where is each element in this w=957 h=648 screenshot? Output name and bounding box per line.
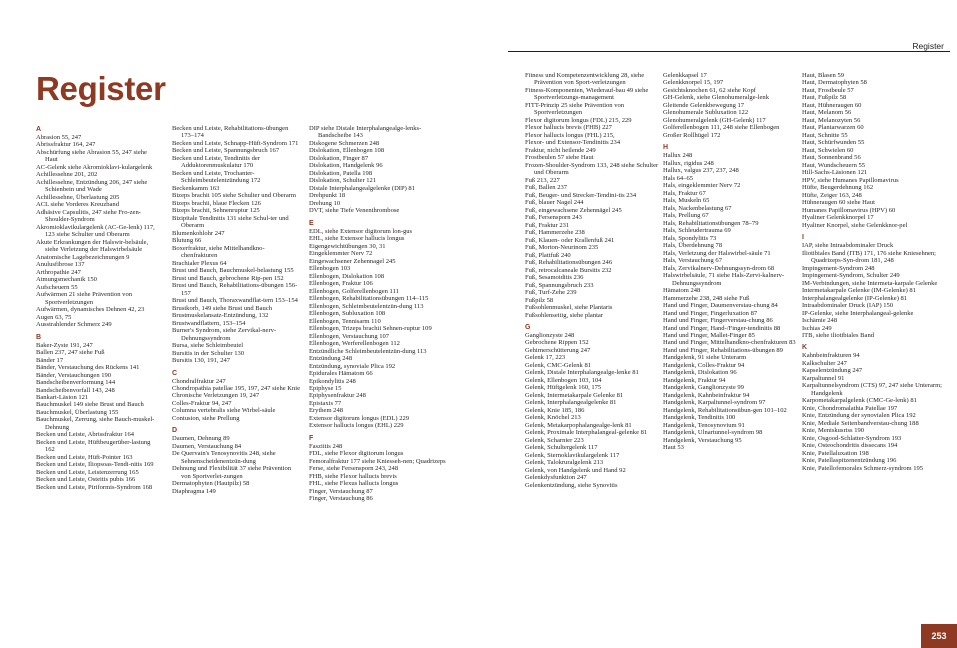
index-entry: Columna vertebralis siehe Wirbel-säule	[172, 407, 276, 415]
index-entry: Flexor- und Extensor-Tendinitis 234	[525, 139, 621, 147]
index-entry: Hals, Verstauchung 67	[663, 257, 722, 265]
index-entry: Colles-Fraktur 94, 247	[172, 399, 232, 407]
index-entry: Drehung 10	[309, 199, 341, 207]
running-head-label: Register	[912, 41, 944, 51]
index-entry: Chondropathia patellae 195, 197, 247 siehe Knie	[172, 384, 300, 392]
index-entry: Halswirbelsäule, 71 siehe Hals-Zervi-kalnerv-Dehnungssyndrom	[663, 272, 785, 287]
index-entry: Karpaltunnelsyndrom (CTS) 97, 247 siehe Unterarm; Handgelenk	[802, 382, 943, 397]
index-entry: IAP, siehe Intraabdominaler Druck	[802, 242, 894, 250]
index-entry: Hals, Fraktur 67	[663, 189, 706, 197]
index-entry: Intermetakarpale Gelenke (IM-Gelenke) 81	[802, 287, 916, 295]
index-entry: Adhäsive Capsulitis, 247 siehe Fro-zen-Shoulder-Syndrom	[36, 208, 141, 224]
index-entry: Knie, Mediale Seitenbandverstau-chung 188	[802, 419, 919, 427]
index-entry: Haut, Hühneraugen 60	[802, 101, 862, 109]
index-entry: Hand und Finger, Hand-/Finger-tendinitis 88	[663, 324, 781, 332]
index-entry: Hand und Finger, Rehabilitations-übungen 89	[663, 346, 783, 354]
index-entry: Becken und Leiste, Spannungsbruch 167	[172, 147, 280, 155]
index-entry: Brust und Bauch, Thoraxwandflat-tern 153–154	[172, 297, 298, 305]
index-column-1	[36, 125, 158, 491]
index-entry: Fuß, Beuger- und Strecker-Tendini-tis 234	[525, 191, 637, 199]
index-entry: Ellenbogen, Tennisarm 110	[309, 317, 381, 325]
index-entry: GH-Gelenk, siehe Glenohumeralge-lenk	[663, 94, 769, 102]
index-entry: Haut, Schnitte 55	[802, 131, 848, 139]
index-entry: Ellenbogen, Schleimbeutelentzün-dung 113	[309, 302, 424, 310]
index-column-5	[663, 72, 801, 452]
index-entry: IP-Gelenke, siehe Interphalangeal-gelenke	[802, 309, 914, 317]
index-entry: Fußsohlenmuskel, siehe Plantaris	[525, 304, 613, 312]
index-letter-heading: H	[663, 144, 669, 152]
index-entry: Hand und Finger, Fingerverstau-chung 86	[663, 317, 773, 325]
index-entry: Extensor digitorum longus (EDL) 229	[309, 414, 410, 422]
index-entry: Becken und Leiste, Leistenzerrung 165	[36, 468, 139, 476]
index-entry: Entzündung 248	[309, 355, 353, 363]
index-entry: Handgelenk, Tenosynovium 91	[663, 421, 745, 429]
index-entry: Knie, Patellofemorales Schmerz-syndrom 195	[802, 464, 924, 472]
index-entry: Drehpunkt 18	[309, 192, 346, 200]
index-entry: Bauchmuskel, Überlastung 155	[36, 408, 119, 416]
index-entry: Finger, Verstauchung 87	[309, 487, 373, 495]
index-entry: Ellenbogen, Fraktur 106	[309, 280, 373, 288]
index-entry: Hüfte, Zeiger 163, 248	[802, 191, 862, 199]
index-entry: FITT-Prinzip 25 siehe Prävention von Sportverletzungen	[525, 101, 625, 117]
index-entry: Bauchmuskel 149 siehe Brust und Bauch	[36, 401, 144, 409]
index-entry: Hyaliner Knorpel, siehe Gelenkknor-pel	[802, 221, 908, 229]
index-letter-heading: B	[36, 333, 42, 341]
index-entry: Fuß, blauer Nagel 244	[525, 199, 584, 207]
index-entry: Handgelenk, Rehabilitationsübun-gen 101–102	[663, 406, 787, 414]
page-title: Register	[36, 70, 166, 107]
index-entry: Epiphyse 15	[309, 384, 342, 392]
index-entry: Ellenbogen, Rehabilitationsübungen 114–115	[309, 295, 429, 303]
index-entry: Hallux, valgus 237, 237, 248	[663, 167, 739, 175]
index-entry: Fuß, eingewachsene Zehennägel 245	[525, 206, 622, 214]
index-entry: EDL, siehe Extensor digitorum lon-gus	[309, 227, 413, 235]
index-entry: Knie, Chondromalathia Patellae 197	[802, 404, 898, 412]
index-entry: Frozen-Shoulder-Syndrom 133, 248 siehe Schulter und Oberarm	[525, 161, 659, 177]
index-entry: Epikondylitis 248	[309, 377, 356, 385]
index-entry: Beckenkamm 163	[172, 184, 220, 192]
index-entry: Haut, Melanozyten 56	[802, 116, 861, 124]
index-entry: Distale Interphalangealgelenke (DIP) 81	[309, 184, 415, 192]
index-entry: Chronische Verletzungen 19, 247	[172, 392, 260, 400]
index-entry: Becken und Leiste, Tendinitis der Adduktorenmuskulatur 170	[172, 154, 260, 170]
index-entry: ITB, siehe iliotibiales Band	[802, 331, 875, 339]
index-entry: Aufscheuern 55	[36, 283, 78, 291]
index-entry: Brust und Bauch, Rehabilitations-übungen 156-157	[172, 282, 298, 297]
index-entry: Hand und Finger, Fingerluxation 87	[663, 309, 758, 317]
index-entry: HPV, siehe Humanes Papillomavirus	[802, 176, 899, 184]
index-entry: Gesichtsknochen 61, 62 siehe Kopf	[663, 86, 756, 94]
index-entry: Kapselentzündung 247	[802, 367, 863, 375]
index-entry: Knie, Osgood-Schlatter-Syndrom 193	[802, 434, 902, 442]
index-entry: Fuß, Rehabilitationsübungen 246	[525, 259, 613, 267]
index-entry: Interphalangealgelenke (IP-Gelenke) 81	[802, 294, 908, 302]
index-entry: Bänder, Verstauchungen 190	[36, 371, 112, 379]
index-entry: Handgelenk, 91 siehe Unterarm	[663, 354, 747, 362]
index-entry: Hals, Verletzung der Halswirbel-säule 71	[663, 249, 771, 257]
index-entry: Knie, Patellaspitzenentzündung 196	[802, 457, 897, 465]
index-entry: Bauchmuskel, Zerrung, siehe Bauch-muskel-Dehnung	[36, 416, 155, 431]
index-entry: Akute Erkrankungen der Halswir-belsäule, siehe Verletzung der Halswirbelsäule	[36, 238, 149, 254]
index-entry: Dermatophyten (Hautpilz) 58	[172, 480, 250, 488]
index-entry: Achillessehne 201, 202	[36, 171, 98, 179]
running-head	[0, 0, 957, 51]
index-entry: Ellenbogen, Subluxation 108	[309, 310, 386, 318]
index-column-3	[309, 125, 446, 503]
index-entry: Haut, Blasen 59	[802, 72, 845, 79]
index-entry: Becken und Leiste, Trochanter-Schleimbeutelentzündung 172	[172, 169, 261, 185]
index-entry: Brustmuskelansatz-Entzündung, 132	[172, 312, 269, 320]
index-entry: Gelenkkapsel 17	[663, 72, 707, 79]
index-entry: FHB, siehe Flexor hallucis brevis	[309, 472, 397, 480]
index-entry: AC-Gelenk siehe Akromioklavi-kulargelenk	[36, 163, 153, 171]
index-entry: FDL, siehe Flexor digitorum longus	[309, 450, 404, 458]
index-entry: Becken und Leiste, Schnapp-Hüft-Syndrom 171	[172, 139, 299, 147]
index-entry: Hals, Prellung 67	[663, 212, 709, 220]
index-entry: Haut, Wundscheuern 55	[802, 161, 866, 169]
index-entry: Bizeps brachii, Sehnenruptur 125	[172, 207, 260, 215]
index-entry: Akromioklavikulargelenk (AC-Ge-lenk) 117, 123 siehe Schulter und Oberarm	[36, 223, 155, 239]
index-entry: Ellenbogen, Werferellenbogen 112	[309, 340, 400, 348]
index-entry: Entzündung, synoviale Plica 192	[309, 362, 396, 370]
index-entry: Ferse, siehe Fersensporn 243, 248	[309, 465, 399, 473]
index-entry: Bursitis 130, 191, 247	[172, 357, 231, 365]
index-entry: Gelenkdysfunktion 247	[525, 474, 587, 482]
index-entry: Haut, Schürfwunden 55	[802, 139, 865, 147]
index-entry: Iliotibiales Band (ITB) 171, 176 siehe Kniesehnen; Quadrizeps-Syn-drom 181, 248	[802, 249, 937, 265]
index-entry: Kahnbeinfrakturen 94	[802, 352, 860, 360]
index-entry: Hals, Schleudertrauma 69	[663, 227, 731, 235]
index-entry: Gelenk 17, 223	[525, 354, 566, 362]
index-entry: Hand und Finger, Daumenverstau-chung 84	[663, 302, 778, 310]
index-entry: Blutung 66	[172, 237, 202, 245]
index-entry: Gelenk, Sternoklavikulargelenk 117	[525, 451, 620, 459]
index-entry: Chondralfraktur 247	[172, 377, 226, 385]
index-entry: Fitness und Kompetenzentwicklung 28, siehe Prävention von Sport-verletzungen	[525, 72, 645, 87]
index-entry: Becken und Leiste, Iliopsoas-Tendi-nitis 169	[36, 461, 154, 469]
index-entry: Gelenk, Knie 185, 186	[525, 406, 585, 414]
index-entry: Blumenkohlohr 247	[172, 229, 225, 237]
index-entry: Augen 63, 75	[36, 313, 72, 321]
index-entry: Dislokation, Schulter 121	[309, 177, 377, 185]
index-entry: Fuß, Plattfuß 240	[525, 251, 571, 259]
index-entry: DIP siehe Distale Interphalangealge-lenks-Bandscheibe 143	[309, 125, 422, 140]
index-entry: Baker-Zyste 191, 247	[36, 341, 93, 349]
index-entry: Becken und Leiste, Rehabilitations-übungen 173–174	[172, 125, 289, 140]
index-entry: Hals, Zervikalnerv-Dehnungssyn-drom 68	[663, 264, 775, 272]
index-entry: Hill-Sachs-Läsionen 121	[802, 169, 868, 177]
index-entry: Ischias 249	[802, 324, 832, 332]
index-entry: Diskogene Schmerzen 248	[309, 139, 380, 147]
index-column-2	[172, 125, 300, 495]
index-entry: Becken und Leiste, Abrissfraktur 164	[36, 431, 134, 439]
index-entry: Eingeklemmter Nerv 72	[309, 250, 373, 258]
index-entry: Gelenk, Hüftgelenk 160, 175	[525, 384, 602, 392]
index-entry: Femoralfraktur 177 siehe Kniesseh-nen; Quadrizeps	[309, 457, 446, 465]
index-entry: Bänder, Verstauchung des Rückens 141	[36, 364, 140, 372]
index-entry: Burner's Syndrom, siehe Zervikal-nerv-Dehnungssyndrom	[172, 327, 277, 342]
index-entry: Gelenk, von Handgelenk und Hand 92	[525, 466, 626, 474]
index-entry: Handgelenk, Kahnbeinfraktur 94	[663, 391, 750, 399]
index-entry: Bursitis in der Schulter 130	[172, 349, 245, 357]
index-entry: Haut, Fußpilz 58	[802, 94, 847, 102]
index-letter-heading: G	[525, 323, 531, 331]
index-entry: Fasziitis 248	[309, 442, 343, 450]
index-entry: Anatomische Lagebezeichnungen 9	[36, 253, 130, 261]
index-entry: Handgelenk, Fraktur 94	[663, 376, 726, 384]
index-entry: Daumen, Verstauchung 84	[172, 442, 242, 450]
index-entry: Bizeps brachii 105 siehe Schulter und Oberarm	[172, 192, 296, 200]
index-entry: Karpaltunnel 91	[802, 374, 845, 382]
index-entry: Ellenbogen, Verstauchung 107	[309, 332, 390, 340]
index-entry: Gelenk, Metakarpophalangealge-lenk 81	[525, 421, 632, 429]
index-entry: Fuß, Morton-Neurinom 235	[525, 244, 599, 252]
index-entry: Ellenbogen, Trizeps brachii Sehnen-ruptur 109	[309, 325, 432, 333]
index-column-4	[525, 72, 667, 489]
index-entry: Hühneraugen 60 siehe Haut	[802, 199, 875, 207]
index-entry: Anulusfibrose 137	[36, 261, 85, 269]
index-entry: Epidurales Hämatom 66	[309, 370, 373, 378]
index-entry: Großer Rollhügel 172	[663, 131, 721, 139]
index-entry: Impingement-Syndrom, Schulter 249	[802, 272, 900, 280]
index-entry: Gelenk, Distale Interphalangealge-lenke 81	[525, 369, 639, 377]
index-entry: Aufwärmen, dynamisches Dehnen 42, 23	[36, 306, 145, 314]
index-entry: Hallux, rigidus 248	[663, 159, 714, 167]
index-entry: Fitness-Komponenten, Wiederauf-bau 49 siehe Sportverletzungs-management	[525, 86, 649, 102]
index-entry: Haut 53	[663, 444, 684, 452]
index-entry: Bandscheibenverformung 144	[36, 379, 116, 387]
index-entry: Haut, Dermatophyten 58	[802, 79, 867, 87]
index-entry: Gelenk, Proximale Interphalangeal-gelenke 81	[525, 429, 648, 437]
index-entry: Gleitende Gelenkbewegung 17	[663, 101, 745, 109]
index-entry: Knie, Osteochondritis dissecans 194	[802, 442, 898, 450]
index-entry: Hyaliner Gelenkknorpel 17	[802, 214, 874, 222]
index-entry: Knie, Entzündung der synovialen Plica 192	[802, 412, 916, 420]
index-entry: Abrasion 55, 247	[36, 134, 82, 141]
index-entry: Fußpilz 58	[525, 296, 554, 304]
index-entry: Brust und Bauch, Bauchmuskel-belastung 155	[172, 267, 294, 275]
index-entry: Erythem 248	[309, 407, 344, 415]
index-entry: Gelenk, Knöchel 213	[525, 414, 581, 422]
index-entry: Hallux 248	[663, 152, 693, 160]
index-entry: Gelenk, Talokruralgelenk 213	[525, 459, 604, 467]
index-entry: Fuß, Hammerzehe 238	[525, 229, 585, 237]
index-entry: Arthropathie 247	[36, 268, 81, 276]
index-entry: Brustkorb, 149 siehe Brust und Bauch	[172, 304, 273, 312]
index-entry: DVT, siehe Tiefe Venenthrombose	[309, 207, 400, 215]
index-entry: Hals, Spondylitis 73	[663, 234, 717, 242]
index-entry: IM-Verbindungen, siehe Intermeta-karpale Gelenke	[802, 279, 938, 287]
index-entry: Gelenk, Interphalangealgelenke 81	[525, 399, 617, 407]
index-letter-heading: K	[802, 344, 808, 352]
index-entry: Hammerzehe 238, 248 siehe Fuß	[663, 294, 750, 302]
index-entry: Becken und Leiste, Hüftbeugerüber-lastung 162	[36, 438, 151, 454]
index-entry: Becken und Leiste, Piriformis-Syndrom 168	[36, 483, 153, 491]
index-entry: Handgelenk, Ganglionzyste 99	[663, 384, 744, 392]
index-entry: Bursa, siehe Schleimbeutel	[172, 342, 244, 350]
index-entry: Hand und Finger, Mittelhandkno-chenfrakturen 83	[663, 339, 796, 347]
index-entry: Gelenk, Intermetakarpale Gelenke 81	[525, 391, 624, 399]
index-entry: Fuß, Ballen 237	[525, 184, 568, 192]
index-entry: Boxerfraktur, siehe Mittelhandkno-chenfrakturen	[172, 244, 265, 260]
index-entry: Haut, Frostbeule 57	[802, 86, 854, 94]
index-entry: Becken und Leiste, Hüft-Pointer 163	[36, 453, 133, 461]
index-entry: Ischämie 248	[802, 317, 838, 325]
index-entry: Haut, Plantarwarzen 60	[802, 124, 864, 132]
index-entry: Flexor hallucis brevis (FHB) 227	[525, 124, 612, 132]
index-entry: Dislokation, Patella 198	[309, 169, 373, 177]
index-entry: Aufwärmen 21 siehe Prävention von Sportverletzungen	[36, 291, 132, 306]
index-entry: Flexor digitorum longus (FDL) 215, 229	[525, 116, 632, 124]
index-entry: Entzündliche Schleimbeutelentzün-dung 113	[309, 347, 427, 355]
index-entry: Intraabdominaler Druck (IAP) 150	[802, 302, 894, 310]
index-letter-heading: D	[172, 427, 178, 435]
index-entry: Impingement-Syndrom 248	[802, 264, 875, 272]
index-entry: Handgelenk, Verstauchung 95	[663, 436, 742, 444]
index-entry: Fuß, Sesamoiditis 236	[525, 274, 584, 282]
index-entry: Humanes Papillomavirus (HPV) 60	[802, 206, 896, 214]
index-entry: Achillessehne, Entzündung 206, 247 siehe Schienbein und Wade	[36, 178, 148, 194]
index-entry: Daumen, Dehnung 89	[172, 435, 230, 443]
index-entry: Fuß, Spannungsbruch 233	[525, 281, 594, 289]
index-entry: Fraktur, nicht heilende 249	[525, 146, 596, 154]
index-letter-heading: F	[309, 434, 314, 442]
index-entry: Fußsohlenseitig, siehe plantar	[525, 311, 604, 319]
index-entry: Gebrochene Rippen 152	[525, 339, 589, 347]
index-entry: Hals, Rehabilitationsübungen 78–79	[663, 219, 759, 227]
index-entry: Gehirnerschütterung 247	[525, 346, 591, 354]
index-entry: Kalkschulter 247	[802, 359, 847, 367]
index-entry: Brustwandflattern, 153–154	[172, 319, 246, 327]
index-entry: Knie, Meniskusriss 190	[802, 427, 865, 435]
index-entry: Hand und Finger, Mallet-Finger 85	[663, 331, 755, 339]
index-entry: Handgelenk, Tendinitis 100	[663, 414, 736, 422]
index-entry: Gelenkknorpel 15, 197	[663, 79, 724, 87]
index-entry: Glenohumerale Subluxation 122	[663, 109, 749, 117]
index-entry: Fuß, Klauen- oder Krallenfuß 241	[525, 236, 615, 244]
index-entry: Glenohumeralgelenk (GH-Gelenk) 117	[663, 116, 766, 124]
index-letter-heading: E	[309, 219, 314, 227]
index-entry: Hals, Überdehnung 78	[663, 242, 723, 250]
index-letter-heading: I	[802, 234, 804, 242]
index-entry: Achillessehne, Überlastung 205	[36, 193, 120, 201]
index-entry: Eigengewichtübungen 30, 31	[309, 242, 386, 250]
index-entry: Bankart-Läsion 121	[36, 393, 89, 401]
index-entry: Hals 64–65	[663, 174, 694, 182]
index-entry: Handgelenk, Dislokation 96	[663, 369, 737, 377]
index-letter-heading: C	[172, 369, 178, 377]
index-entry: Bizipitale Tendinitis 131 siehe Schul-ter und Oberarm	[172, 214, 289, 230]
index-entry: Extensor hallucis longus (EHL) 229	[309, 422, 404, 430]
index-entry: Flexor hallucis longus (FHL) 215,	[525, 131, 615, 139]
index-entry: Epistaxis 77	[309, 399, 342, 407]
index-entry: Ausstrahlender Schmerz 249	[36, 321, 112, 329]
index-entry: Contusion, siehe Prellung	[172, 414, 240, 422]
index-entry: Golferellenbogen 111, 248 siehe Ellenbogen	[663, 124, 780, 132]
index-entry: Brachialer Plexus 64	[172, 259, 227, 267]
index-entry: Ganglionzyste 248	[525, 331, 575, 339]
index-entry: Hüfte, Beugerdehnung 162	[802, 184, 874, 192]
index-entry: EHL, siehe Extensor hallucis longus	[309, 235, 405, 243]
index-entry: Dislokation, Finger 87	[309, 154, 369, 162]
index-entry: Bänder 17	[36, 356, 64, 364]
page-number: 253	[921, 624, 957, 648]
index-entry: Finger, Verstauchung 86	[309, 495, 373, 503]
index-entry: Hals, Muskeln 65	[663, 197, 710, 205]
index-entry: Haut, Schwielen 60	[802, 146, 854, 154]
index-entry: Dislokation, Handgelenk 96	[309, 162, 383, 170]
index-entry: Bizeps brachii, blaue Flecken 126	[172, 199, 261, 207]
index-entry: Hämatom 248	[663, 287, 701, 295]
index-entry: Haut, Melanom 56	[802, 109, 852, 117]
index-entry: Atmungsmechanik 150	[36, 276, 97, 284]
index-entry: Gelenk, Schultergelenk 117	[525, 444, 598, 452]
index-entry: Eingewachsener Zehennagel 245	[309, 257, 396, 265]
index-entry: Fuß 213, 227	[525, 176, 560, 184]
index-entry: Fuß, Fraktur 231	[525, 221, 570, 229]
index-entry: Haut, Sonnenbrand 56	[802, 154, 861, 162]
index-entry: Knie, Patellaluxation 198	[802, 449, 869, 457]
index-entry: Karpometakarpalgelenk (CMC-Ge-lenk) 81	[802, 397, 917, 405]
index-column-6	[802, 72, 952, 472]
index-entry: Brust und Bauch, gebrochene Rip-pen 152	[172, 274, 284, 282]
index-entry: Handgelenk, Colles-Fraktur 94	[663, 361, 745, 369]
index-entry: Handgelenk, Ulnartunnel-syndrom 98	[663, 429, 763, 437]
index-entry: Ellenbogen 103	[309, 265, 351, 273]
index-entry: ACL siehe Vorderes Kreuzband	[36, 201, 119, 209]
index-entry: Ballen 237, 247 siehe Fuß	[36, 349, 105, 357]
index-entry: Abrissfraktur 164, 247	[36, 141, 96, 149]
index-entry: De Quervain's Tenosynovitis 248, siehe Sehnenscheidenentzün-dung	[172, 450, 276, 465]
index-entry: Diaphragma 149	[172, 487, 216, 495]
index-entry: FHL, siehe Flexus hallucis longus	[309, 480, 399, 488]
index-entry: Abschürfung siehe Abrasion 55, 247 siehe Haut	[36, 148, 147, 164]
index-entry: Epiphysenfraktur 248	[309, 392, 366, 400]
index-entry: Becken und Leiste, Osteitis pubis 166	[36, 476, 136, 484]
index-entry: Ellenbogen, Dislokation 108	[309, 272, 385, 280]
index-entry: Dehnung und Flexibilität 37 siehe Prävention von Sportverlet-zungen	[172, 465, 292, 480]
index-entry: Fuß, retrocalcaneale Bursitis 232	[525, 266, 612, 274]
index-entry: Fuß, Turf-Zehe 239	[525, 289, 577, 297]
index-entry: Bandscheibenvorfall 143, 248	[36, 386, 115, 394]
index-entry: Gelenk, CMC-Gelenk 81	[525, 361, 592, 369]
index-entry: Hals, Nackenbelastung 67	[663, 204, 732, 212]
index-entry: Dislokation, Ellenbogen 108	[309, 147, 385, 155]
index-entry: Gelenk, Scharnier 223	[525, 436, 584, 444]
index-entry: Gelenkentzündung, siehe Synovitis	[525, 481, 618, 489]
index-entry: Gelenk, Ellenbogen 103, 104	[525, 376, 602, 384]
index-entry: Ellenbogen, Golferellenbogen 111	[309, 287, 399, 295]
index-letter-heading: A	[36, 126, 42, 133]
index-entry: Handgelenk, Karpaltunnel-syndrom 97	[663, 399, 766, 407]
index-entry: Frostbeulen 57 siehe Haut	[525, 154, 594, 162]
header-rule	[508, 51, 950, 52]
index-entry: Hals, eingeklemmter Nerv 72	[663, 182, 741, 190]
index-entry: Fuß, Fersensporn 243	[525, 214, 582, 222]
